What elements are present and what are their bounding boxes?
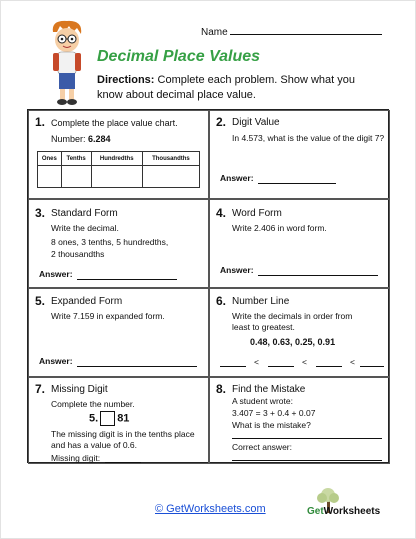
answer-cell[interactable] <box>61 166 91 188</box>
place-value-chart <box>37 151 200 188</box>
student-mascot-illustration <box>45 18 89 108</box>
worksheet-title: Decimal Place Values <box>97 48 261 65</box>
problem-2 <box>209 110 390 199</box>
answer-line[interactable] <box>258 275 378 276</box>
problem-instruction: Write the decimal. <box>51 223 119 233</box>
problem-heading: Digit Value <box>232 117 280 128</box>
logo-word-worksheets: Worksheets <box>323 506 381 517</box>
problem-number: 8. <box>216 382 227 396</box>
problem-instruction: least to greatest. <box>232 322 295 332</box>
problem-heading: Word Form <box>232 208 282 219</box>
problem-text-line: A student wrote: <box>232 396 293 406</box>
problem-text-line: 2 thousandths <box>51 249 105 259</box>
problem-8 <box>209 377 390 464</box>
directions-label: Directions: <box>97 74 155 86</box>
answer-label: Answer: <box>220 265 254 275</box>
answer-label: Answer: <box>220 173 254 183</box>
hint-line: The missing digit is in the tenths place <box>51 429 195 439</box>
order-blank-3[interactable] <box>316 366 342 367</box>
problems-grid <box>27 109 389 463</box>
number-suffix: 81 <box>117 412 130 425</box>
problem-question: In 4.573, what is the value of the digit 7? <box>232 133 385 143</box>
problem-heading: Find the Mistake <box>232 384 306 395</box>
order-blank-1[interactable] <box>220 366 246 367</box>
problem-number: 4. <box>216 206 227 220</box>
problem-number: 6. <box>216 294 227 308</box>
problem-heading: Standard Form <box>51 208 118 219</box>
missing-digit-number <box>89 411 129 426</box>
correct-answer-label: Correct answer: <box>232 442 292 452</box>
answer-line[interactable] <box>77 279 177 280</box>
problem-4 <box>209 199 390 288</box>
answer-cell[interactable] <box>91 166 142 188</box>
column-header: Hundredths <box>91 152 142 166</box>
number-label: Number: <box>51 134 86 144</box>
problem-7 <box>28 377 209 464</box>
order-blank-2[interactable] <box>268 366 294 367</box>
problem-6 <box>209 288 390 377</box>
getworksheets-link[interactable]: © GetWorksheets.com <box>155 503 266 515</box>
problem-heading: Missing Digit <box>51 384 108 395</box>
problem-instruction: Write 2.406 in word form. <box>232 223 327 233</box>
number-line <box>51 134 111 145</box>
less-than-sign: < <box>302 357 307 367</box>
problem-5 <box>28 288 209 377</box>
problem-3 <box>28 199 209 288</box>
answer-cell[interactable] <box>142 166 199 188</box>
order-blank-4[interactable] <box>360 366 384 367</box>
answer-cell[interactable] <box>38 166 62 188</box>
problem-number: 2. <box>216 115 227 129</box>
problem-heading: Expanded Form <box>51 296 123 307</box>
answer-label: Answer: <box>39 269 73 279</box>
problem-number: 1. <box>35 115 46 129</box>
problem-text-line: 8 ones, 3 tenths, 5 hundredths, <box>51 237 169 247</box>
answer-label: Missing digit: <box>51 453 101 463</box>
problem-1 <box>28 110 209 199</box>
mistake-answer-line[interactable] <box>232 438 382 439</box>
directions-text: Complete each problem. Show what you know about decimal place value. <box>97 74 356 101</box>
problem-instruction: Complete the number. <box>51 399 135 409</box>
column-header: Ones <box>38 152 62 166</box>
decimals-list: 0.48, 0.63, 0.25, 0.91 <box>250 337 336 347</box>
problem-question: What is the mistake? <box>232 420 311 430</box>
answer-line[interactable] <box>77 366 197 367</box>
hint-line: and has a value of 0.6. <box>51 440 138 450</box>
problem-instruction: Write 7.159 in expanded form. <box>51 311 165 321</box>
problem-number: 7. <box>35 382 46 396</box>
less-than-sign: < <box>350 357 355 367</box>
problem-number: 3. <box>35 206 46 220</box>
missing-digit-box[interactable] <box>100 411 115 426</box>
answer-label: Answer: <box>39 356 73 366</box>
getworksheets-logo <box>307 506 380 517</box>
name-line[interactable] <box>230 25 382 35</box>
name-field[interactable] <box>201 25 382 38</box>
problem-instruction: Write the decimals in order from <box>232 311 353 321</box>
name-label: Name <box>201 27 228 38</box>
problem-heading: Number Line <box>232 296 290 307</box>
answer-line[interactable] <box>258 183 336 184</box>
correct-answer-line[interactable] <box>232 460 382 461</box>
problem-equation: 3.407 = 3 + 0.4 + 0.07 <box>232 408 316 418</box>
directions <box>97 73 379 103</box>
answer-line[interactable] <box>105 462 141 463</box>
column-header: Thousandths <box>142 152 199 166</box>
problem-heading: Complete the place value chart. <box>51 118 178 128</box>
problem-number: 5. <box>35 294 46 308</box>
less-than-sign: < <box>254 357 259 367</box>
column-header: Tenths <box>61 152 91 166</box>
number-prefix: 5. <box>89 412 99 425</box>
number-value: 6.284 <box>88 134 111 144</box>
logo-word-get: Get <box>307 506 324 517</box>
